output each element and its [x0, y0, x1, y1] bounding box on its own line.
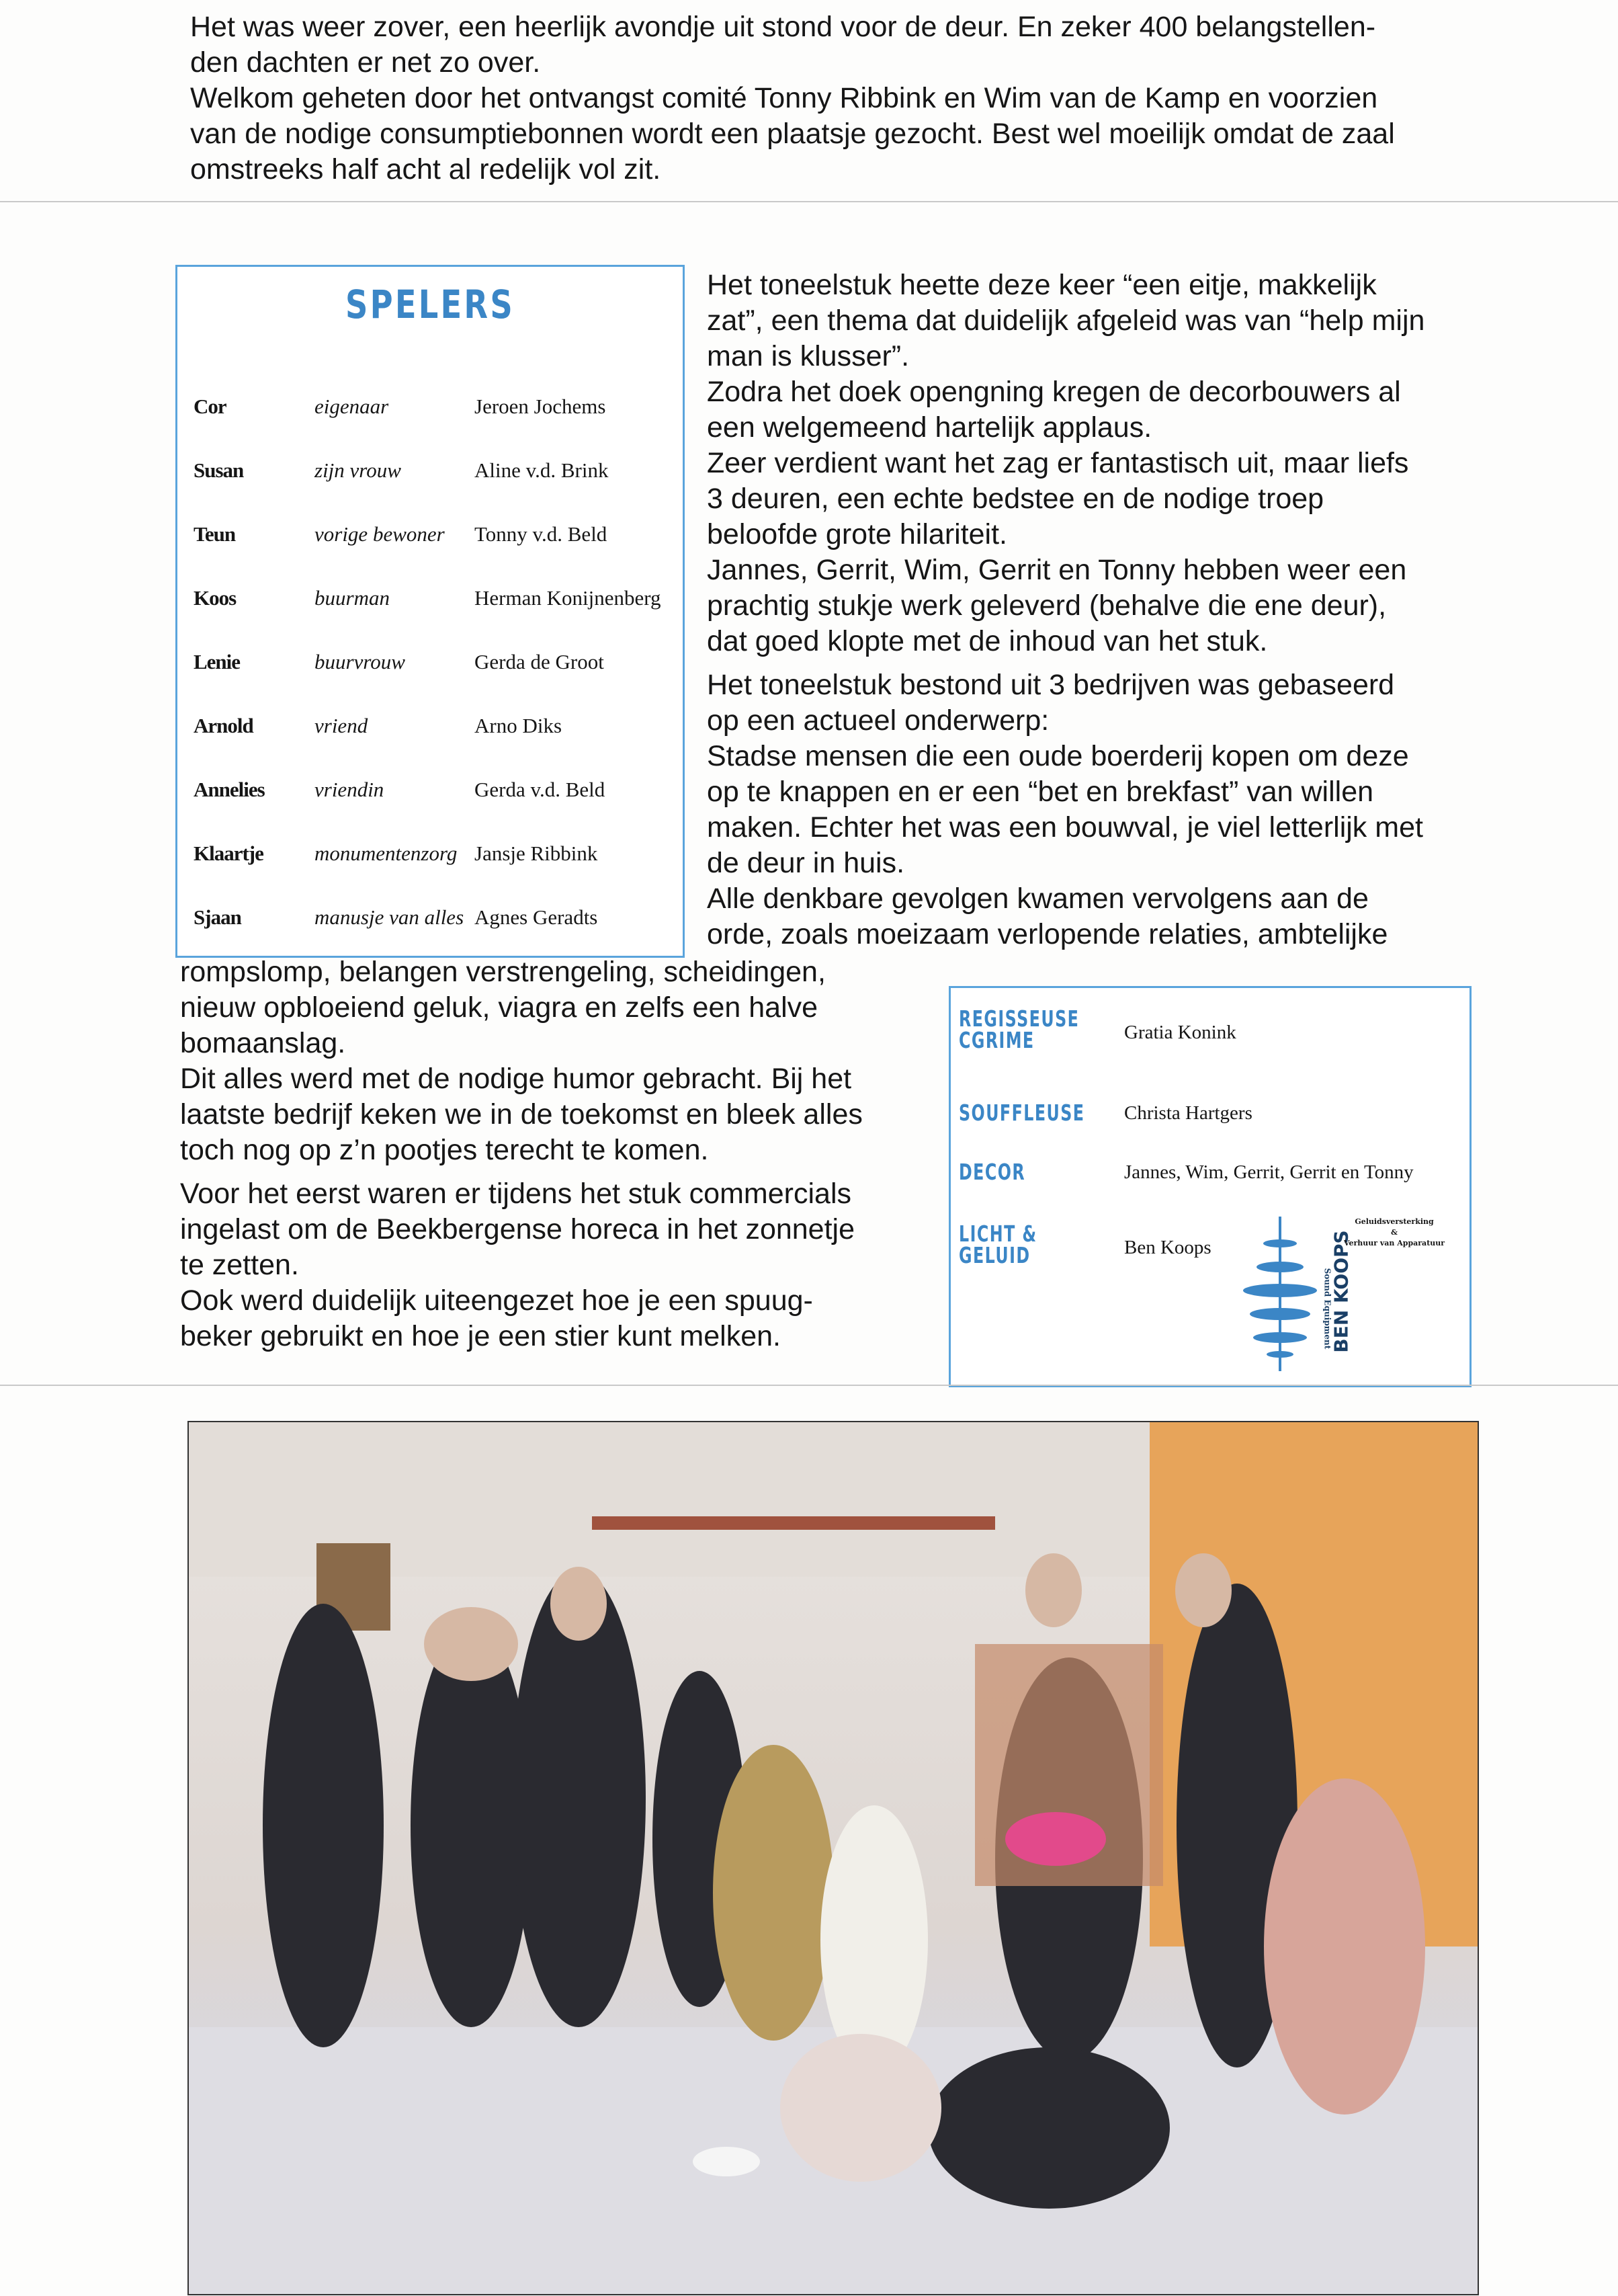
text-line: 3 deuren, een echte bedstee en de nodige troep: [707, 483, 1324, 515]
cast-row: [194, 842, 676, 882]
text-line: orde, zoals moeizaam verlopende relaties, ambtelijke: [707, 918, 1388, 950]
text-line: Voor het eerst waren er tijdens het stuk commercials: [180, 1178, 851, 1210]
text-line: omstreeks half acht al redelijk vol zit.: [190, 153, 661, 186]
actor-name: Tonny v.d. Beld: [474, 522, 607, 546]
text-line: maken. Echter het was een bouwval, je viel letterlijk met: [707, 811, 1423, 844]
cast-box: [175, 265, 685, 958]
character-name: Annelies: [194, 778, 265, 801]
actor-name: Arno Diks: [474, 714, 562, 737]
cast-row: [194, 395, 676, 435]
text-line: Dit alles werd met de nodige humor gebracht. Bij het: [180, 1063, 852, 1095]
character-name: Sjaan: [194, 905, 241, 929]
character-name: Arnold: [194, 714, 253, 737]
text-line: rompslomp, belangen verstrengeling, scheidingen,: [180, 956, 826, 988]
text-line: beker gebruikt en hoe je een stier kunt melken.: [180, 1320, 781, 1352]
text-line: Ook werd duidelijk uiteengezet hoe je een spuug-: [180, 1284, 813, 1317]
text-line: man is klusser”.: [707, 340, 910, 372]
character-role: zijn vrouw: [314, 458, 401, 482]
logo-sub: Sound Equipment: [1322, 1268, 1332, 1350]
cast-group-photo: [187, 1421, 1479, 2295]
tagline-line: &: [1391, 1228, 1398, 1237]
cast-row: [194, 586, 676, 626]
text-line: den dachten er net zo over.: [190, 46, 541, 79]
text-line: te zetten.: [180, 1249, 299, 1281]
character-name: Susan: [194, 458, 244, 482]
actor-name: Jansje Ribbink: [474, 842, 598, 865]
actor-name: Herman Konijnenberg: [474, 586, 661, 610]
character-name: Koos: [194, 586, 237, 610]
group-photo-image: [189, 1422, 1478, 2294]
credit-label: LICHT & GELUID: [959, 1221, 1037, 1268]
text-line: op te knappen en er een “bet en brekfast” van willen: [707, 776, 1374, 808]
text-line: beloofde grote hilariteit.: [707, 518, 1008, 550]
text-line: ingelast om de Beekbergense horeca in het zonnetje: [180, 1213, 855, 1245]
soundwave-logo-icon: [1240, 1210, 1320, 1378]
character-role: vorige bewoner: [314, 522, 445, 546]
text-line: zat”, een thema dat duidelijk afgeleid was van “help mijn: [707, 304, 1425, 337]
character-role: vriendin: [314, 778, 384, 801]
paragraph: [707, 667, 1424, 952]
logo-tagline: [1334, 1217, 1455, 1249]
character-role: manusje van alles: [314, 905, 464, 929]
text-line: op een actueel onderwerp:: [707, 704, 1050, 737]
actor-name: Jeroen Jochems: [474, 395, 606, 418]
cast-row: [194, 714, 676, 754]
text-line: nieuw opbloeiend geluk, viagra en zelfs een halve: [180, 991, 818, 1024]
text-line: bomaanslag.: [180, 1027, 346, 1059]
credit-value: Christa Hartgers: [1124, 1102, 1252, 1124]
credit-value: Gratia Konink: [1124, 1022, 1236, 1043]
text-line: toch nog op z’n pootjes terecht te komen.: [180, 1134, 709, 1166]
divider: [0, 1385, 1618, 1386]
cast-row: [194, 522, 676, 563]
actor-name: Agnes Geradts: [474, 905, 598, 929]
paragraph: [707, 268, 1424, 659]
credit-value: Jannes, Wim, Gerrit, Gerrit en Tonny: [1124, 1161, 1414, 1183]
character-role: eigenaar: [314, 395, 389, 418]
article-right-column: [707, 268, 1424, 960]
actor-name: Aline v.d. Brink: [474, 458, 609, 482]
text-line: Het toneelstuk heette deze keer “een eitje, makkelijk: [707, 269, 1377, 301]
credit-value: Ben Koops: [1124, 1237, 1211, 1258]
character-name: Lenie: [194, 650, 241, 673]
cast-row: [194, 905, 676, 946]
paragraph: [180, 954, 863, 1168]
text-line: dat goed klopte met de inhoud van het stuk.: [707, 625, 1268, 657]
cast-title: SPELERS: [345, 282, 515, 327]
text-line: laatste bedrijf keken we in de toekomst en bleek alles: [180, 1098, 863, 1131]
intro-text: [190, 9, 1395, 188]
divider: [0, 201, 1618, 202]
text-line: Welkom geheten door het ontvangst comité Tonny Ribbink en Wim van de Kamp en voorzien: [190, 82, 1378, 114]
text-line: een welgemeend hartelijk applaus.: [707, 411, 1152, 444]
tagline-line: Geluidsversterking: [1355, 1217, 1434, 1226]
cast-row: [194, 778, 676, 818]
text-line: de deur in huis.: [707, 847, 905, 879]
character-role: buurvrouw: [314, 650, 405, 673]
ben-koops-logo: [1240, 1210, 1455, 1378]
character-role: monumentenzorg: [314, 842, 458, 865]
character-name: Klaartje: [194, 842, 263, 865]
article-left-column: [180, 954, 863, 1362]
character-role: buurman: [314, 586, 390, 610]
text-line: Alle denkbare gevolgen kwamen vervolgens aan de: [707, 883, 1369, 915]
text-line: Het toneelstuk bestond uit 3 bedrijven was gebaseerd: [707, 669, 1395, 701]
text-line: Zeer verdient want het zag er fantastisch uit, maar liefs: [707, 447, 1409, 479]
credit-label: DECOR: [959, 1159, 1026, 1185]
text-line: Zodra het doek opengning kregen de decorbouwers al: [707, 376, 1401, 408]
credits-box: [949, 986, 1472, 1387]
character-name: Cor: [194, 395, 226, 418]
paragraph: [180, 1176, 863, 1354]
credit-label: SOUFFLEUSE: [959, 1100, 1085, 1126]
text-line: van de nodige consumptiebonnen wordt een plaatsje gezocht. Best wel moeilijk omdat de zaal: [190, 118, 1395, 150]
logo-brand: BEN KOOPS: [1330, 1230, 1353, 1353]
actor-name: Gerda v.d. Beld: [474, 778, 605, 801]
text-line: Jannes, Gerrit, Wim, Gerrit en Tonny hebben weer een: [707, 554, 1407, 586]
credit-label: REGISSEUSE CGRIME: [959, 1006, 1080, 1053]
character-role: vriend: [314, 714, 368, 737]
cast-row: [194, 458, 676, 499]
character-name: Teun: [194, 522, 236, 546]
tagline-line: Verhuur van Apparatuur: [1343, 1239, 1445, 1247]
text-line: Het was weer zover, een heerlijk avondje uit stond voor de deur. En zeker 400 belangstellen-: [190, 11, 1376, 43]
actor-name: Gerda de Groot: [474, 650, 604, 673]
text-line: Stadse mensen die een oude boerderij kopen om deze: [707, 740, 1409, 772]
text-line: prachtig stukje werk geleverd (behalve die ene deur),: [707, 589, 1387, 622]
cast-row: [194, 650, 676, 690]
